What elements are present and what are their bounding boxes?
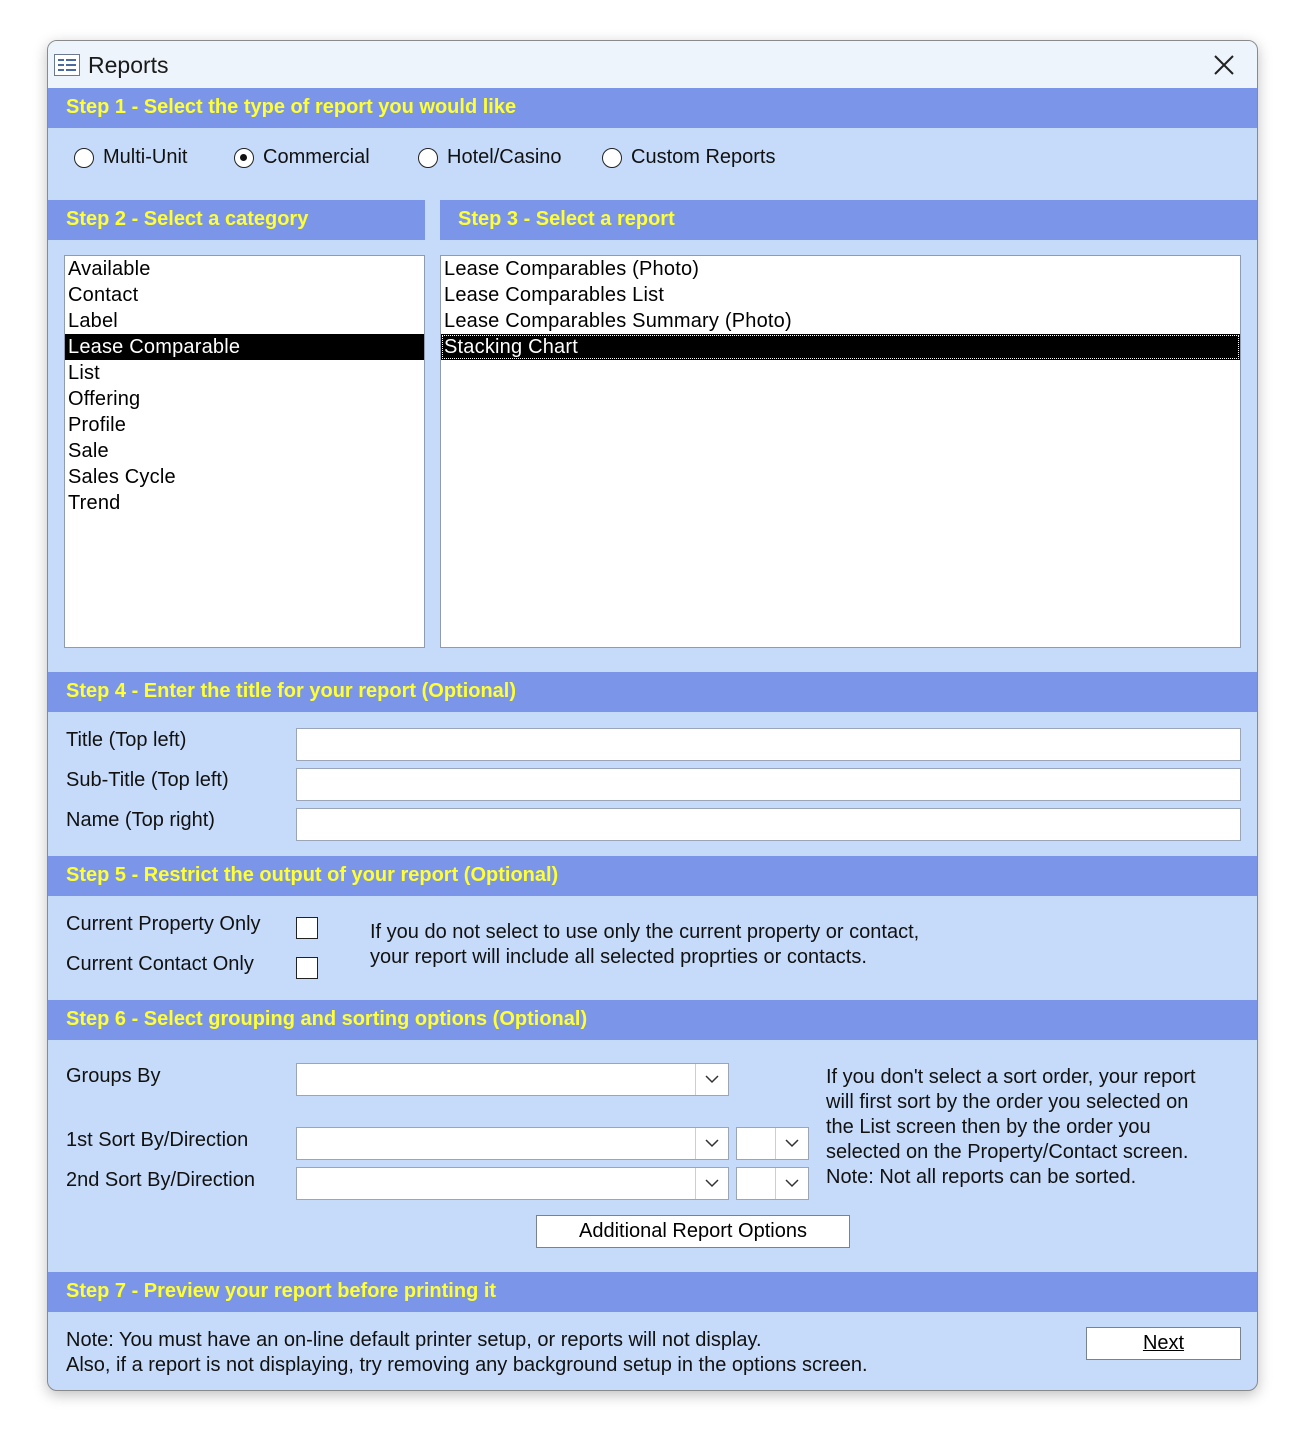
step5-header-text: Step 5 - Restrict the output of your report (Optional) <box>66 864 559 886</box>
step5-header <box>48 856 1257 896</box>
radio-label: Hotel/Casino <box>447 146 562 168</box>
title-input[interactable] <box>296 728 1241 761</box>
restrict-note-line1: If you do not select to use only the current property or contact, <box>370 921 920 943</box>
groups-by-select[interactable] <box>296 1063 729 1096</box>
chevron-down-icon[interactable] <box>695 1128 728 1159</box>
title-label: Title (Top left) <box>66 729 187 751</box>
category-item[interactable]: Trend <box>68 492 121 514</box>
category-item[interactable]: List <box>68 362 100 384</box>
radio-label: Commercial <box>263 146 370 168</box>
radio-hotel-casino[interactable] <box>418 146 562 169</box>
report-listbox[interactable] <box>440 255 1241 648</box>
sort1-label: 1st Sort By/Direction <box>66 1129 249 1151</box>
step4-header-text: Step 4 - Enter the title for your report (Optional) <box>66 680 517 702</box>
sort2-label: 2nd Sort By/Direction <box>66 1169 255 1191</box>
subtitle-input[interactable] <box>296 768 1241 801</box>
chevron-down-icon[interactable] <box>695 1168 728 1199</box>
step1-header <box>48 88 1257 128</box>
chevron-down-icon[interactable] <box>775 1128 808 1159</box>
next-button-label: Next <box>1142 1332 1185 1354</box>
title-bar <box>48 41 1257 88</box>
sort-note-line1: If you don't select a sort order, your report <box>826 1066 1196 1088</box>
report-item[interactable]: Lease Comparables (Photo) <box>444 258 700 280</box>
name-input[interactable] <box>296 808 1241 841</box>
category-item[interactable]: Profile <box>68 414 127 436</box>
step1-header-text: Step 1 - Select the type of report you would like <box>66 96 517 118</box>
current-property-label: Current Property Only <box>66 913 261 935</box>
chevron-down-icon[interactable] <box>775 1168 808 1199</box>
sort-note-line3: the List screen then by the order you <box>826 1116 1151 1138</box>
subtitle-label: Sub-Title (Top left) <box>66 769 229 791</box>
chevron-down-icon[interactable] <box>695 1064 728 1095</box>
step3-header <box>440 200 1257 240</box>
report-item[interactable]: Lease Comparables Summary (Photo) <box>444 310 792 332</box>
category-item[interactable]: Available <box>68 258 151 280</box>
step7-header-text: Step 7 - Preview your report before printing it <box>66 1280 497 1302</box>
step2-header <box>48 200 425 240</box>
name-label: Name (Top right) <box>66 809 215 831</box>
additional-report-options-button[interactable]: Additional Report Options <box>536 1215 850 1248</box>
groups-by-label: Groups By <box>66 1065 161 1087</box>
step7-header <box>48 1272 1257 1312</box>
radio-circle <box>418 148 438 168</box>
current-property-checkbox[interactable] <box>296 917 318 939</box>
radio-circle <box>74 148 94 168</box>
radio-multi-unit[interactable] <box>74 146 187 169</box>
radio-label: Custom Reports <box>631 146 776 168</box>
sort-note-line2: will first sort by the order you selected on <box>826 1091 1189 1113</box>
category-item[interactable]: Sales Cycle <box>68 466 176 488</box>
report-item[interactable]: Lease Comparables List <box>444 284 665 306</box>
radio-custom-reports[interactable] <box>602 146 776 169</box>
restrict-note-line2: your report will include all selected proprties or contacts. <box>370 946 867 968</box>
sort-note-line4: selected on the Property/Contact screen. <box>826 1141 1189 1163</box>
radio-circle <box>602 148 622 168</box>
current-contact-label: Current Contact Only <box>66 953 254 975</box>
current-contact-checkbox[interactable] <box>296 957 318 979</box>
form-icon <box>54 54 80 76</box>
category-listbox[interactable] <box>64 255 425 648</box>
step2-header-text: Step 2 - Select a category <box>66 208 309 230</box>
sort-note-line5: Note: Not all reports can be sorted. <box>826 1166 1137 1188</box>
sort2-direction-select[interactable] <box>736 1167 809 1200</box>
next-button[interactable] <box>1086 1327 1241 1360</box>
close-icon[interactable] <box>1208 49 1240 81</box>
category-item[interactable]: Label <box>68 310 118 332</box>
radio-commercial[interactable] <box>234 146 370 169</box>
category-item[interactable]: Sale <box>68 440 109 462</box>
printer-note-line1: Note: You must have an on-line default printer setup, or reports will not display. <box>66 1329 762 1351</box>
radio-circle-selected <box>234 148 254 168</box>
reports-window <box>47 40 1258 1391</box>
step6-header <box>48 1000 1257 1040</box>
window-title: Reports <box>88 52 169 78</box>
report-item-selected[interactable]: Stacking Chart <box>441 334 1240 360</box>
category-item[interactable]: Offering <box>68 388 141 410</box>
step6-header-text: Step 6 - Select grouping and sorting options (Optional) <box>66 1008 588 1030</box>
step3-header-text: Step 3 - Select a report <box>458 208 675 230</box>
step4-header <box>48 672 1257 712</box>
sort2-field-select[interactable] <box>296 1167 729 1200</box>
printer-note-line2: Also, if a report is not displaying, try removing any background setup in the options screen. <box>66 1354 868 1376</box>
sort1-field-select[interactable] <box>296 1127 729 1160</box>
sort1-direction-select[interactable] <box>736 1127 809 1160</box>
radio-label: Multi-Unit <box>103 146 188 168</box>
category-item[interactable]: Contact <box>68 284 139 306</box>
category-item-selected[interactable]: Lease Comparable <box>65 334 424 360</box>
